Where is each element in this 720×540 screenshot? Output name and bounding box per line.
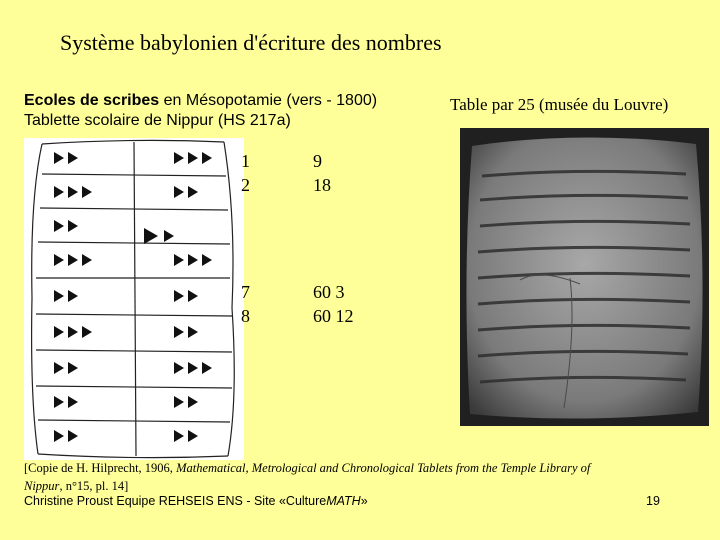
slide-subheading [24, 91, 424, 131]
table-row-1-left: 1 [241, 151, 250, 171]
citation-pre: [Copie de H. Hilprecht, 1906, [24, 461, 177, 475]
citation-title: Mathematical, Metrological and Chronological Tablets from the Temple Library of Nippur [24, 461, 591, 493]
table-row-2-left: 2 [241, 175, 250, 195]
footer-post: » [360, 494, 368, 508]
subhead-rest: en Mésopotamie (vers - 1800) [159, 92, 378, 109]
subhead-line2: Tablette scolaire de Nippur (HS 217a) [24, 112, 291, 129]
table-row-4-left: 8 [241, 306, 250, 326]
page-number: 19 [646, 494, 660, 508]
footer-credit [24, 494, 368, 508]
slide-title: Système babylonien d'écriture des nombres [60, 30, 442, 55]
louvre-tablet-photo [460, 128, 709, 426]
table-row-1-right: 9 [313, 151, 322, 171]
citation-post: , n°15, pl. 14] [59, 479, 129, 493]
footer-pre: Christine Proust Equipe REHSEIS ENS - Site «Culture [24, 494, 327, 508]
hilprecht-tablet-drawing [24, 138, 244, 460]
table-row-2-right: 18 [313, 175, 331, 195]
table-row-3-right: 60 3 [313, 282, 345, 302]
table-row-3-left: 7 [241, 282, 250, 302]
table-row-4-right: 60 12 [313, 306, 354, 326]
footer-math: MATH [326, 494, 361, 508]
louvre-caption: Table par 25 (musée du Louvre) [450, 95, 669, 114]
subhead-bold: Ecoles de scribes [24, 92, 160, 109]
citation [24, 459, 604, 495]
